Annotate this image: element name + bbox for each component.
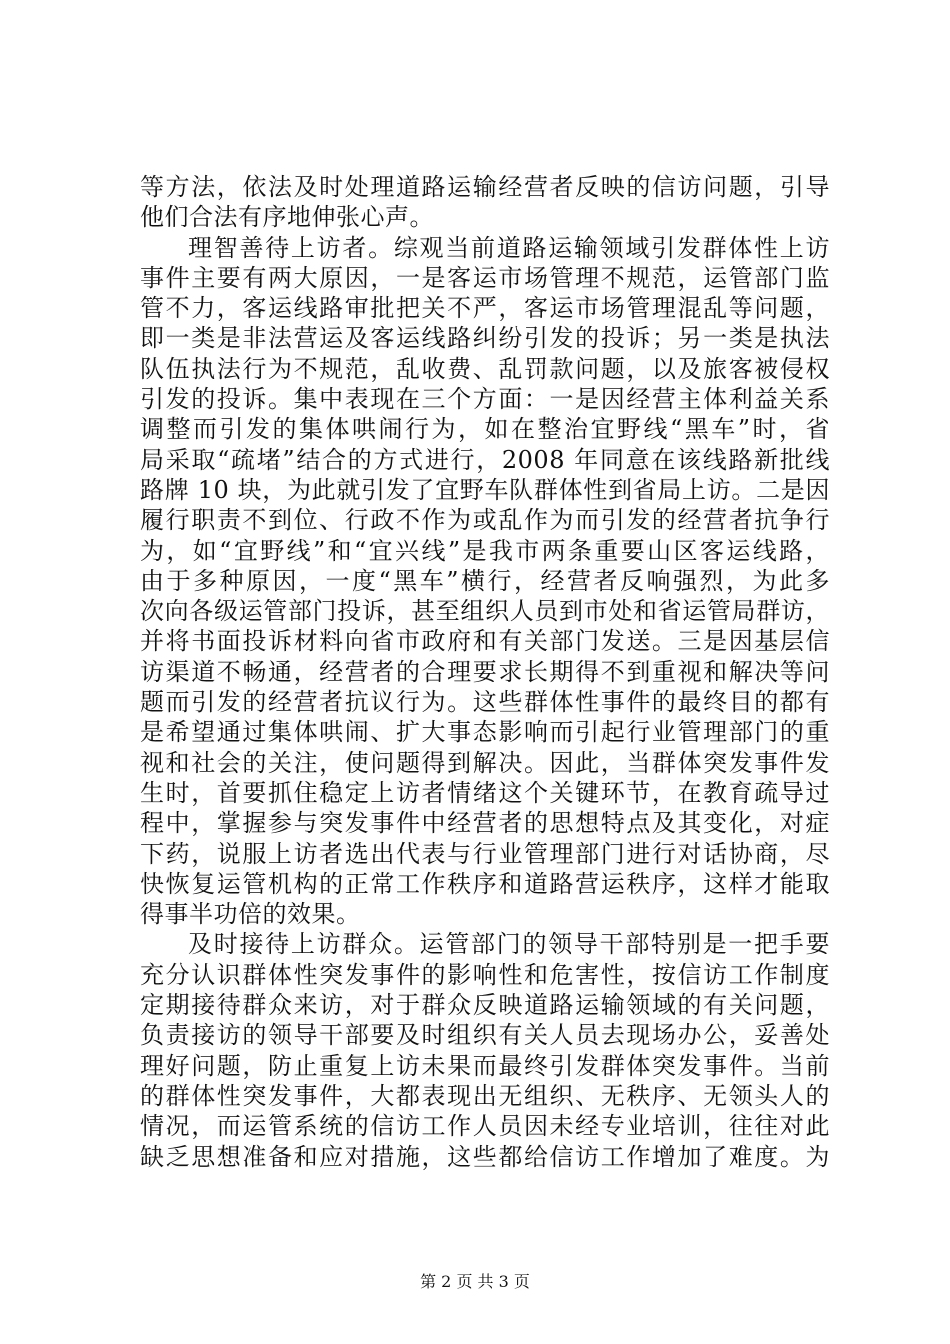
text-line: 局采取“疏堵”结合的方式进行，2008 年同意在该线路新批线	[140, 445, 830, 474]
text-line: 负责接访的领导干部要及时组织有关人员去现场办公，妥善处	[140, 1021, 830, 1050]
text-line: 访渠道不畅通，经营者的合理要求长期得不到重视和解决等问	[140, 657, 830, 686]
text-line: 理智善待上访者。综观当前道路运输领域引发群体性上访	[188, 233, 830, 262]
text-line: 他们合法有序地伸张心声。	[140, 203, 434, 232]
page-footer: 第 2 页 共 3 页	[420, 1272, 530, 1291]
text-line: 及时接待上访群众。运管部门的领导干部特别是一把手要	[188, 930, 830, 959]
text-line: 得事半功倍的效果。	[140, 900, 361, 929]
body-text	[140, 172, 830, 1172]
text-line: 次向各级运管部门投诉，甚至组织人员到市处和省运管局群访，	[140, 597, 830, 626]
text-line: 等方法，依法及时处理道路运输经营者反映的信访问题，引导	[140, 173, 830, 201]
text-line: 管不力，客运线路审批把关不严，客运市场管理混乱等问题，	[140, 294, 830, 323]
text-line: 缺乏思想准备和应对措施，这些都给信访工作增加了难度。为	[140, 1142, 830, 1171]
text-line: 充分认识群体性突发事件的影响性和危害性，按信访工作制度	[140, 960, 830, 989]
text-line: 是希望通过集体哄闹、扩大事态影响而引起行业管理部门的重	[140, 718, 830, 747]
text-line: 视和社会的关注，使问题得到解决。因此，当群体突发事件发	[140, 748, 830, 777]
text-line: 调整而引发的集体哄闹行为，如在整治宜野线“黑车”时，省	[140, 415, 830, 444]
text-line: 由于多种原因，一度“黑车”横行，经营者反响强烈，为此多	[140, 566, 830, 595]
text-line: 事件主要有两大原因，一是客运市场管理不规范，运管部门监	[140, 263, 830, 292]
text-line: 快恢复运管机构的正常工作秩序和道路营运秩序，这样才能取	[140, 869, 830, 898]
text-line: 的群体性突发事件，大都表现出无组织、无秩序、无领头人的	[140, 1081, 830, 1110]
text-line: 队伍执法行为不规范，乱收费、乱罚款问题，以及旅客被侵权	[140, 354, 830, 383]
text-line: 路牌 10 块，为此就引发了宜野车队群体性到省局上访。二是因	[140, 475, 830, 504]
text-line: 程中，掌握参与突发事件中经营者的思想特点及其变化，对症	[140, 809, 830, 838]
text-line: 并将书面投诉材料向省市政府和有关部门发送。三是因基层信	[140, 627, 830, 656]
text-line: 题而引发的经营者抗议行为。这些群体性事件的最终目的都有	[140, 688, 830, 717]
text-line: 情况，而运管系统的信访工作人员因未经专业培训，往往对此	[140, 1112, 830, 1141]
text-line: 下药，说服上访者选出代表与行业管理部门进行对话协商，尽	[140, 839, 830, 868]
text-line: 定期接待群众来访，对于群众反映道路运输领域的有关问题，	[140, 991, 830, 1020]
text-line: 理好问题，防止重复上访未果而最终引发群体突发事件。当前	[140, 1051, 830, 1080]
text-line: 生时，首要抓住稳定上访者情绪这个关键环节，在教育疏导过	[140, 778, 830, 807]
text-line: 为，如“宜野线”和“宜兴线”是我市两条重要山区客运线路，	[140, 536, 830, 565]
text-line: 履行职责不到位、行政不作为或乱作为而引发的经营者抗争行	[140, 506, 830, 535]
text-line: 引发的投诉。集中表现在三个方面：一是因经营主体利益关系	[140, 385, 830, 414]
text-line: 即一类是非法营运及客运线路纠纷引发的投诉；另一类是执法	[140, 324, 830, 353]
